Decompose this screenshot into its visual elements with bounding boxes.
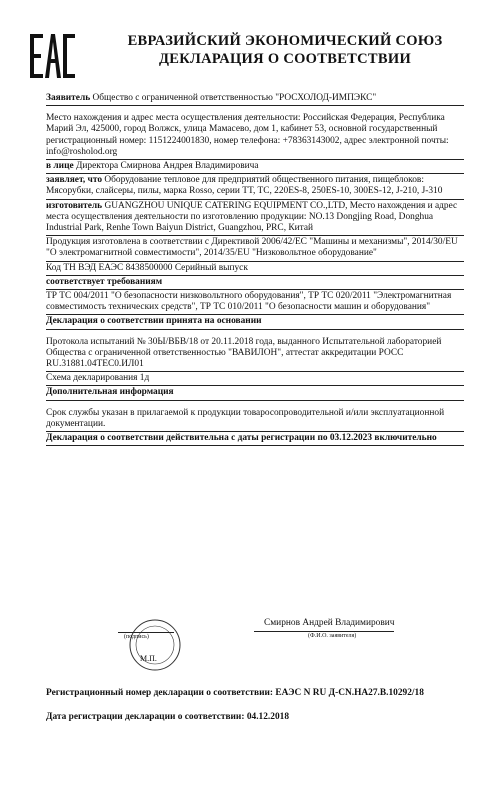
- manufacturer-row: [46, 200, 464, 237]
- basis-label: Декларация о соответствии принята на основании: [46, 316, 262, 327]
- signer-name: Смирнов Андрей Владимирович: [264, 618, 395, 628]
- declaration-body: [46, 92, 464, 446]
- scheme-text: Схема декларирования 1д: [46, 373, 150, 384]
- applicant-address: [46, 112, 464, 160]
- code-row: [46, 262, 464, 276]
- registration-date-label: Дата регистрации декларации о соответствии:: [46, 712, 245, 722]
- person-label: в лице: [46, 161, 74, 172]
- requirements-label-row: [46, 276, 464, 290]
- title-line-1: ЕВРАЗИЙСКИЙ ЭКОНОМИЧЕСКИЙ СОЮЗ: [127, 33, 443, 49]
- additional-row: [46, 407, 464, 432]
- title-line-2: ДЕКЛАРАЦИЯ О СООТВЕТСТВИИ: [158, 51, 412, 67]
- product-text: Оборудование тепловое для предприятий общественного питания, пищеблоков: Мясорубки, слайсеры, пилы, марка Rosso, серии TT, TC, 220ES-8, 250ES-10, 300ES-12, J-210, J-310: [46, 175, 443, 197]
- requirements-row: [46, 290, 464, 315]
- document-header: [22, 26, 472, 84]
- manufacturer-label: изготовитель: [46, 200, 103, 211]
- directive-text: Продукция изготовлена в соответствии с Директивой 2006/42/EC "Машины и механизмы", 2014/30/EU "О электромагнитной совместимости", 2014/35/EU "Низковольтное оборудование": [46, 237, 458, 259]
- additional-label: Дополнительная информация: [46, 387, 174, 398]
- basis-text: Протокола испытаний № 30Ы/ВБВ/18 от 20.11.2018 года, выданного Испытательной лабораторией Общества с ограниченной ответственностью "ВАВИЛОН", аттестат аккредитации РОСС RU.31881.04ТЕС0.ИЛ01: [46, 336, 442, 370]
- scheme-row: [46, 372, 464, 386]
- requirements-text: ТР ТС 004/2011 "О безопасности низковольтного оборудования", ТР ТС 020/2011 "Электромагнитная совместимость технических средств", ТР ТС 010/2011 "О безопасности машин и оборудования": [46, 291, 452, 313]
- registration-number-value: ЕАЭС N RU Д-CN.НА27.В.10292/18: [275, 688, 424, 698]
- validity-text: Декларация о соответствии действительна с даты регистрации по 03.12.2023 включительно: [46, 433, 437, 444]
- requirements-label: соответствует требованиям: [46, 276, 163, 287]
- signature-line: [118, 632, 174, 633]
- validity-row: [46, 432, 464, 446]
- eac-logo-icon: [28, 32, 76, 80]
- person-name: Директора Смирнова Андрея Владимировича: [75, 161, 259, 172]
- signer-caption: (Ф.И.О. заявителя): [308, 633, 357, 639]
- signer-line: [254, 631, 394, 632]
- manufacturer-text: GUANGZHOU UNIQUE CATERING EQUIPMENT CO.,LTD, Место нахождения и адрес места осуществления деятельности по изготовлению продукции: NO.13 Dongjing Road, Donghua Industrial Park, Renhe Town Baiyun District, Guangzhou, PRC, Китай: [46, 200, 458, 234]
- directive-row: [46, 236, 464, 261]
- additional-text: Срок службы указан в прилагаемой к продукции товаросопроводительной и/или эксплуатационной документации.: [46, 407, 445, 429]
- registration-date: [46, 712, 289, 722]
- additional-label-row: [46, 386, 464, 400]
- code-text: Код ТН ВЭД ЕАЭС 8438500000 Серийный выпуск: [46, 262, 248, 273]
- signature-area: [46, 616, 464, 678]
- signature-caption: (подпись): [124, 634, 149, 640]
- registration-date-value: 04.12.2018: [246, 712, 289, 722]
- stamp-circle-icon: [128, 618, 182, 672]
- product-row: [46, 174, 464, 199]
- basis-label-row: [46, 315, 464, 329]
- declares-label: заявляет, что: [46, 175, 103, 186]
- stamp-place-label: М.П.: [140, 654, 157, 663]
- applicant-address-text: Место нахождения и адрес места осуществления деятельности: Российская Федерация, Республика Марий Эл, 425000, город Волжск, улица Мамасево, дом 1, кабинет 53, основной государственный регистрационный номер: 1151224001830, номер телефона: +78363143002, адрес электронной почты: info@rosholod.org: [46, 113, 449, 157]
- document-title: [110, 32, 460, 68]
- registration-number-label: Регистрационный номер декларации о соответствии:: [46, 688, 274, 698]
- person-row: [46, 160, 464, 174]
- registration-number: [46, 688, 424, 698]
- basis-row: [46, 336, 464, 373]
- applicant-label: Заявитель: [46, 93, 91, 103]
- applicant-row: [46, 92, 464, 106]
- applicant-name: Общество с ограниченной ответственностью "РОСХОЛОД-ИМПЭКС": [92, 93, 377, 103]
